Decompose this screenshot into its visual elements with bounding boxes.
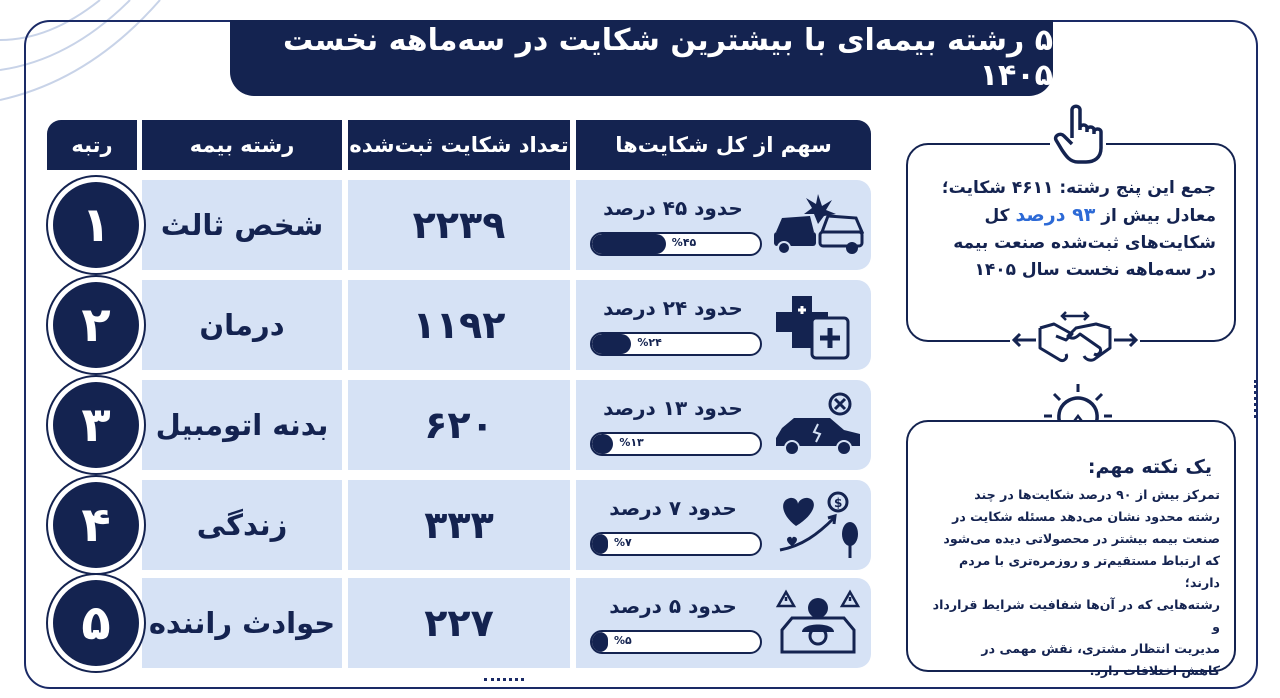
note-line: مدیریت انتظار مشتری، نقش مهمی در (981, 641, 1220, 656)
table-row (47, 578, 871, 668)
share-cell (576, 280, 871, 370)
share-cell (576, 578, 871, 668)
share-label: حدود ۷ درصد (609, 496, 737, 520)
share-label: حدود ۲۴ درصد (603, 296, 743, 320)
summary-text-part: معادل بیش از (1095, 206, 1216, 226)
summary-text-part: کل (984, 206, 1016, 226)
complaint-count: ۳۳۳ (348, 480, 570, 570)
share-bar-percent: %۲۴ (637, 336, 662, 349)
share-bar-fill (592, 534, 608, 554)
note-line: رشته‌هایی که در آن‌ها شفافیت شرایط قرارداد و (932, 597, 1220, 634)
share-bar-percent: %۱۳ (619, 436, 644, 449)
share-bar (590, 432, 762, 456)
field-name: زندگی (142, 480, 342, 570)
summary-line: جمع این پنج رشته: ۴۶۱۱ شکایت؛ (941, 178, 1216, 198)
header-share: سهم از کل شکایت‌ها (576, 120, 871, 170)
field-name: حوادث راننده (142, 578, 342, 668)
car-crash-icon (772, 188, 864, 262)
header-count: تعداد شکایت ثبت‌شده (348, 120, 570, 170)
complaint-count: ۲۲۳۹ (348, 180, 570, 270)
svg-text:$: $ (834, 496, 843, 510)
life-growth-icon (772, 488, 864, 562)
share-bar-fill (592, 632, 608, 652)
note-line: صنعت بیمه بیشتر در محصولاتی دیده می‌شود (943, 531, 1220, 546)
share-label: حدود ۵ درصد (609, 594, 737, 618)
share-bar-fill (592, 334, 631, 354)
rank-badge: ۲ (53, 282, 139, 368)
note-line: رشته محدود نشان می‌دهد مسئله شکایت در (952, 509, 1220, 524)
share-bar (590, 532, 762, 556)
note-body (922, 484, 1220, 682)
dots-divider (1254, 380, 1263, 418)
summary-line (924, 202, 1216, 230)
share-label: حدود ۴۵ درصد (603, 196, 743, 220)
rank-badge: ۱ (53, 182, 139, 268)
table-row (47, 380, 871, 470)
share-label: حدود ۱۳ درصد (603, 396, 743, 420)
table-row (47, 180, 871, 270)
note-title: یک نکته مهم: (1087, 456, 1212, 478)
share-bar-fill (592, 434, 613, 454)
note-line: که ارتباط مستقیم‌تر و روزمره‌تری با مردم دارند؛ (958, 553, 1220, 590)
complaint-count: ۱۱۹۲ (348, 280, 570, 370)
summary-text (924, 175, 1216, 284)
summary-line: در سه‌ماهه نخست سال ۱۴۰۵ (974, 260, 1216, 280)
rank-badge: ۵ (53, 580, 139, 666)
complaint-count: ۲۲۷ (348, 578, 570, 668)
share-cell (576, 380, 871, 470)
share-cell (576, 480, 871, 570)
damaged-car-icon (772, 388, 864, 462)
header-field: رشته بیمه (142, 120, 342, 170)
driver-warning-icon (772, 586, 864, 660)
title-banner (230, 20, 1053, 96)
share-bar-percent: %۵ (614, 634, 632, 647)
table-row (47, 280, 871, 370)
hand-pointer-icon (1050, 100, 1106, 166)
rank-badge: ۳ (53, 382, 139, 468)
share-bar-percent: %۴۵ (671, 236, 697, 249)
table-row (47, 480, 871, 570)
share-bar (590, 630, 762, 654)
share-bar-percent: %۷ (614, 536, 632, 549)
page-title: ۵ رشته بیمه‌ای با بیشترین شکایت در سه‌ماهه نخست ۱۴۰۵ (282, 23, 1053, 93)
share-cell (576, 180, 871, 270)
summary-line: شکایت‌های ثبت‌شده صنعت بیمه (953, 233, 1216, 253)
handshake-icon (1010, 306, 1140, 366)
field-name: بدنه اتومبیل (142, 380, 342, 470)
share-bar (590, 332, 762, 356)
medical-cross-icon (772, 288, 864, 362)
field-name: شخص ثالث (142, 180, 342, 270)
note-box (906, 420, 1236, 678)
complaint-count: ۶۲۰ (348, 380, 570, 470)
note-line: تمرکز بیش از ۹۰ درصد شکایت‌ها در چند (974, 487, 1220, 502)
note-line: کاهش اختلافات دارد. (1089, 663, 1220, 678)
header-rank: رتبه (47, 120, 137, 170)
share-bar-fill (592, 234, 666, 254)
field-name: درمان (142, 280, 342, 370)
rank-badge: ۴ (53, 482, 139, 568)
share-bar (590, 232, 762, 256)
summary-highlight: ۹۳ درصد (1015, 204, 1096, 226)
dots-divider (484, 678, 524, 689)
